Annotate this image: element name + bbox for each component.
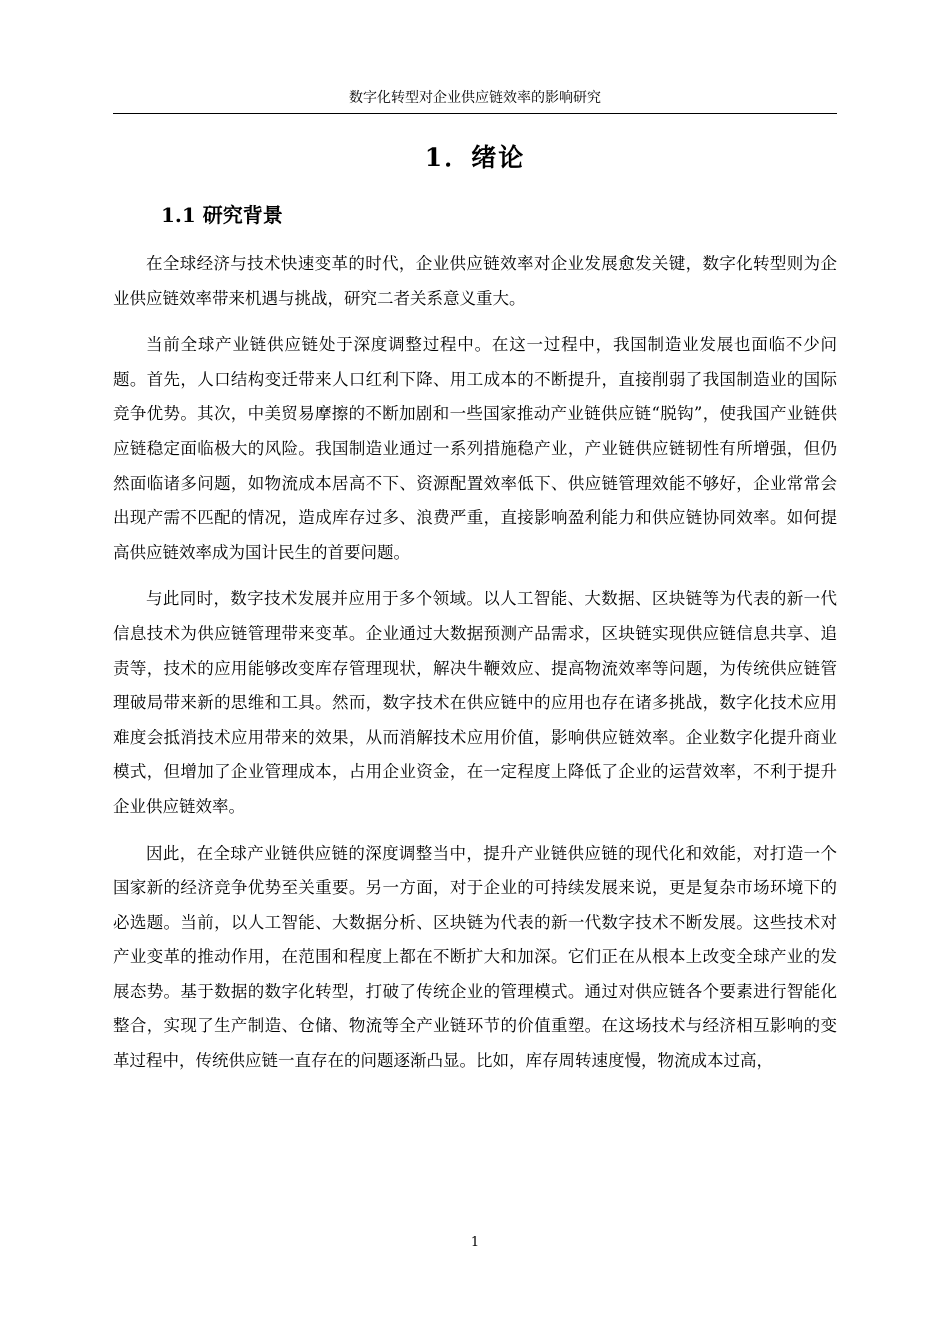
paragraph-intro: 在全球经济与技术快速变革的时代，企业供应链效率对企业发展愈发关键，数字化转型则为企业供应链效率带来机遇与挑战，研究二者关系意义重大。: [113, 254, 837, 308]
paragraph-industry-challenges: 当前全球产业链供应链处于深度调整过程中。在这一过程中，我国制造业发展也面临不少问题。首先，人口结构变迁带来人口红利下降、用工成本的不断提升，直接削弱了我国制造业的国际竞争优势。其次，中美贸易摩擦的不断加剧和一些国家推动产业链供应链“脱钩”，使我国产业链供应链稳定面临极大的风险。我国制造业通过一系列措施稳产业，产业链供应链韧性有所增强，但仍然面临诸多问题，如物流成本居高不下、资源配置效率低下、供应链管理效能不够好，企业常常会出现产需不匹配的情况，造成库存过多、浪费严重，直接影响盈利能力和供应链协同效率。如何提高供应链效率成为国计民生的首要问题。: [113, 335, 837, 562]
paragraph-digital-technology: 与此同时，数字技术发展并应用于多个领域。以人工智能、大数据、区块链等为代表的新一代信息技术为供应链管理带来变革。企业通过大数据预测产品需求，区块链实现供应链信息共享、追责等，技术的应用能够改变库存管理现状，解决牛鞭效应、提高物流效率等问题，为传统供应链管理破局带来新的思维和工具。然而，数字技术在供应链中的应用也存在诸多挑战，数字化技术应用难度会抵消技术应用带来的效果，从而消解技术应用价值，影响供应链效率。企业数字化提升商业模式，但增加了企业管理成本，占用企业资金，在一定程度上降低了企业的运营效率，不利于提升企业供应链效率。: [113, 589, 837, 816]
section-title: 1.1 研究背景: [161, 203, 283, 227]
header-divider: [113, 113, 837, 114]
page-number: 1: [470, 1235, 480, 1250]
chapter-title: 1．绪论: [424, 143, 526, 172]
running-header: 数字化转型对企业供应链效率的影响研究: [349, 90, 601, 106]
paragraph-conclusion: 因此，在全球产业链供应链的深度调整当中，提升产业链供应链的现代化和效能，对打造一个国家新的经济竞争优势至关重要。另一方面，对于企业的可持续发展来说，更是复杂市场环境下的必选题。当前，以人工智能、大数据分析、区块链为代表的新一代数字技术不断发展。这些技术对产业变革的推动作用，在范围和程度上都在不断扩大和加深。它们正在从根本上改变全球产业的发展态势。基于数据的数字化转型，打破了传统企业的管理模式。通过对供应链各个要素进行智能化整合，实现了生产制造、仓储、物流等全产业链环节的价值重塑。在这场技术与经济相互影响的变革过程中，传统供应链一直存在的问题逐渐凸显。比如，库存周转速度慢，物流成本过高，: [113, 843, 837, 1071]
body-text: [113, 247, 837, 1091]
